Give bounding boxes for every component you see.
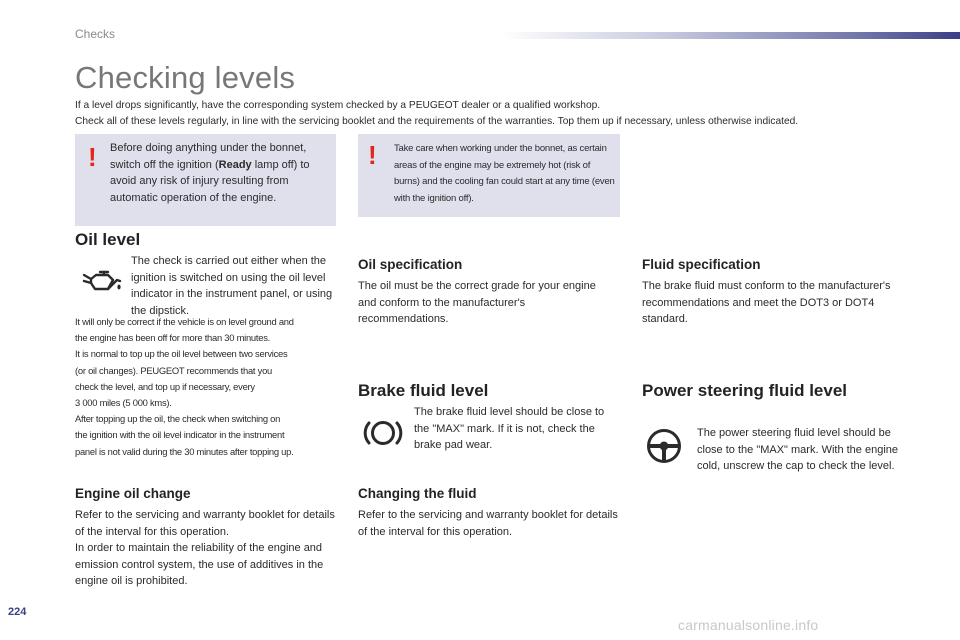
changing-fluid-text: Refer to the servicing and warranty booklet for details of the interval for this operation. bbox=[358, 509, 618, 538]
oil-level-heading: Oil level bbox=[75, 230, 141, 249]
engine-oil-change-text: Refer to the servicing and warranty booklet for details of the interval for this operation. In order to maintain the reliability of the engine and emission control system, the use of additives in the engine oil is prohibited. bbox=[75, 509, 335, 587]
changing-fluid-heading: Changing the fluid bbox=[358, 486, 477, 501]
exclamation-icon: ! bbox=[88, 142, 97, 172]
power-steering-heading: Power steering fluid level bbox=[642, 381, 848, 400]
ready-lamp-label: Ready bbox=[218, 158, 252, 171]
intro-line-2: Check all of these levels regularly, in line with the servicing booklet and the requirements of the warranties. Top them up if necessary, unless otherwise indicated. bbox=[75, 116, 799, 127]
hot-engine-warning-box bbox=[358, 134, 620, 217]
page-number: 224 bbox=[8, 606, 27, 618]
hot-engine-warning-text: Take care when working under the bonnet, as certain areas of the engine may be extremely hot (risk of burns) and the cooling fan could start at any time (even with the ignition off). bbox=[394, 143, 615, 204]
oil-level-note: It will only be correct if the vehicle is on level ground and the engine has been off for more than 30 minutes. It is normal to top up the oil level between two services (or oil changes). PEUGEOT recommends that you check the level, and top up if necessary, every 3 000 miles (5 000 kms). After topping up the oil, the check when switching on the ignition with the oil level indicator in the instrument panel is not valid during the 30 minutes after topping up. bbox=[75, 316, 294, 457]
ignition-warning-text: Before doing anything under the bonnet, switch off the ignition (Ready lamp off) to avoid any risk of injury resulting from automatic operation of the engine. bbox=[110, 142, 310, 204]
engine-oil-change-heading: Engine oil change bbox=[75, 486, 191, 501]
header-gradient-bar bbox=[500, 32, 960, 39]
exclamation-icon: ! bbox=[368, 140, 377, 170]
oil-specification-heading: Oil specification bbox=[358, 257, 463, 272]
brake-fluid-level-heading: Brake fluid level bbox=[358, 381, 489, 400]
steering-wheel-icon bbox=[643, 428, 685, 464]
ignition-warning-box bbox=[75, 134, 336, 226]
power-steering-text: The power steering fluid level should be close to the "MAX" mark. With the engine cold, unscrew the cap to check the level. bbox=[697, 427, 899, 472]
brake-fluid-level-text: The brake fluid level should be close to the "MAX" mark. If it is not, check the brake pad wear. bbox=[414, 406, 605, 451]
oil-level-intro: The check is carried out either when the ignition is switched on using the oil level indicator in the instrument panel, or using the dipstick. bbox=[131, 255, 333, 317]
brake-warning-icon bbox=[362, 415, 404, 451]
page-title: Checking levels bbox=[75, 60, 296, 95]
fluid-specification-heading: Fluid specification bbox=[642, 257, 761, 272]
oil-can-icon bbox=[80, 265, 122, 301]
intro-line-1: If a level drops significantly, have the corresponding system checked by a PEUGEOT dealer or a qualified workshop. bbox=[75, 100, 601, 111]
intro-text bbox=[75, 98, 945, 130]
watermark: carmanualsonline.info bbox=[678, 617, 819, 633]
fluid-specification-text: The brake fluid must conform to the manufacturer's recommendations and meet the DOT3 or DOT4 standard. bbox=[642, 280, 891, 325]
oil-specification-text: The oil must be the correct grade for your engine and conform to the manufacturer's recommendations. bbox=[358, 280, 596, 325]
section-label: Checks bbox=[75, 27, 116, 41]
